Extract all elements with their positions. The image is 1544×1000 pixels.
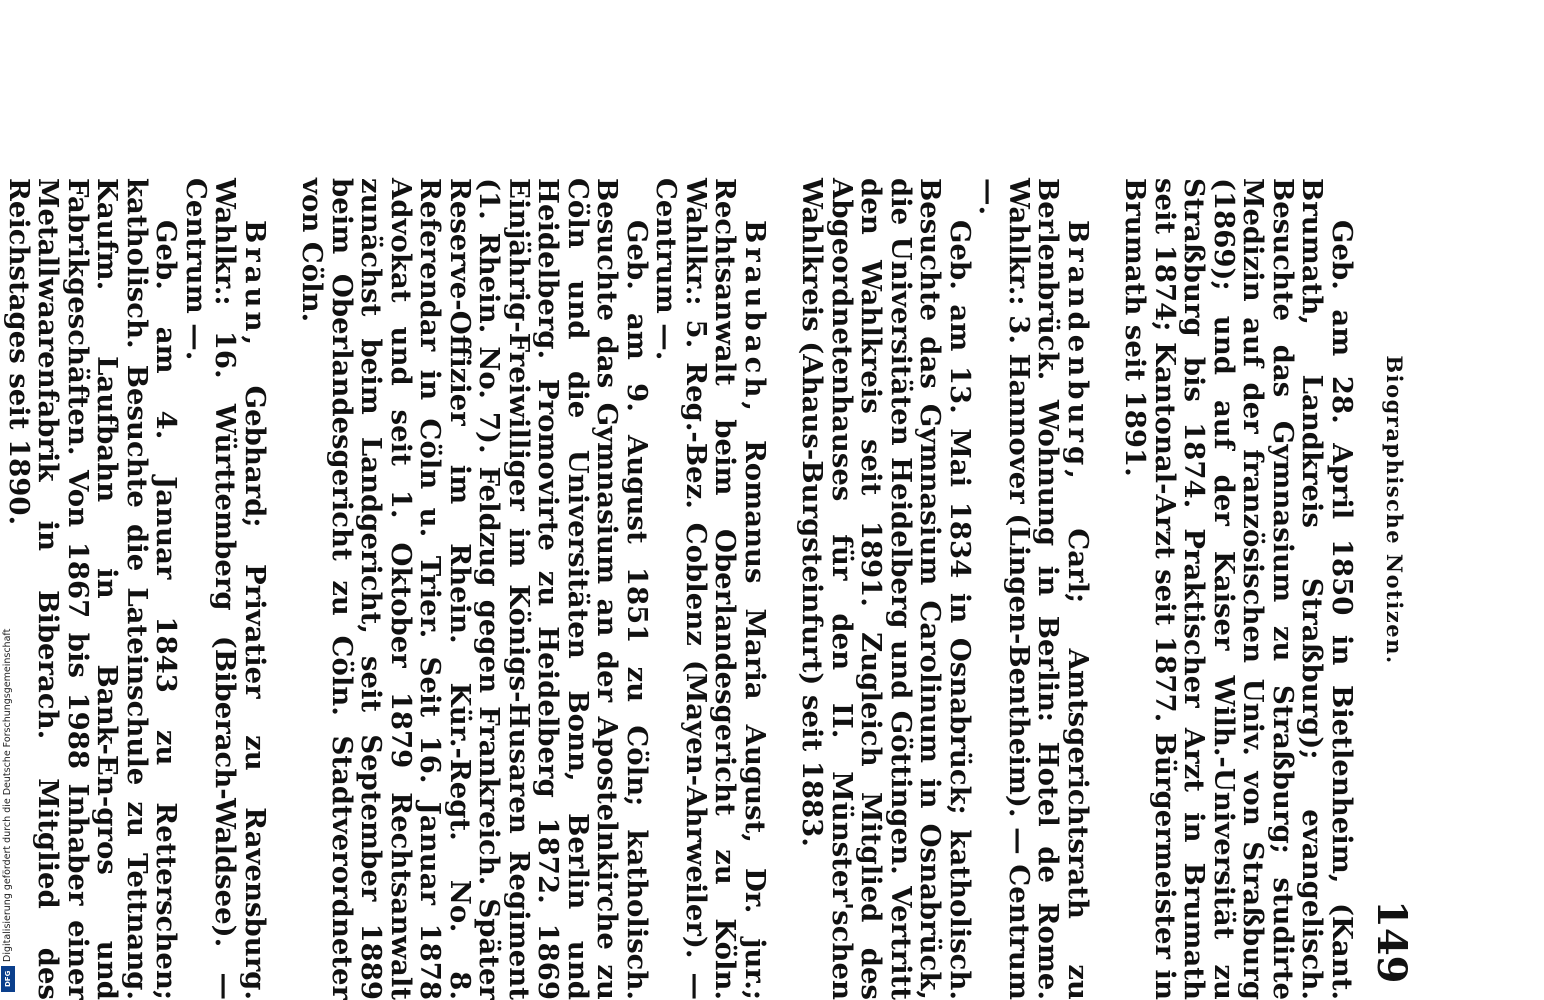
page-header <box>1368 0 1415 1000</box>
entry-heading-text: Gebhard; Privatier zu Ravensburg. Wahlkr.: 16. Württemberg (Biberach-Waldsee). — Centrum —. <box>180 178 271 1000</box>
dfg-logo-icon: DFG <box>1 966 15 992</box>
entry-paragraph: Geb. am 28. April 1850 in Bietlenheim, (Kant. Brumath, Landkreis Straßburg); evangelisch. Besuchte das Gymnasium zu Straßburg; studirte Medizin auf der französischen Univ. von Straßburg (1869); und auf der Kaiser Wilh.-Universität zu Straßburg bis 1874. Praktischer Arzt in Brumath seit 1874; Kantonal-Arzt seit 1877. Bürgermeister in Brumath seit 1891. <box>1119 178 1358 1000</box>
entry-name: Braun, <box>239 220 271 350</box>
entry-name: Braubach, <box>739 220 771 415</box>
entry-heading-text: Carl; Amtsgerichtsrath zu Berlenbrück. Wohnung in Berlin: Hotel de Rome. Wahlkr.: 3. Hannover (Lingen-Bentheim). — Centrum —. <box>973 178 1094 1000</box>
body-text <box>0 178 1356 1000</box>
entry-continuation <box>1120 178 1356 1000</box>
entry-braubach <box>297 178 769 1000</box>
entry-name: Brandenburg, <box>1062 220 1094 483</box>
running-title: Biographische Notizen. <box>1382 355 1407 665</box>
entry-braun <box>4 178 270 1000</box>
credit-text: Digitalisierung gefördert durch die Deutsche Forschungsgemeinschaft <box>2 628 13 962</box>
page-number: 149 <box>1368 900 1415 984</box>
digitization-credit <box>0 0 16 1000</box>
entry-heading <box>181 178 270 1000</box>
entry-heading <box>974 178 1092 1000</box>
entry-paragraph: Geb. am 13. Mai 1834 in Osnabrück; katholisch. Besuchte das Gymnasium Carolinum in Osnabrück, die Universitäten Heidelberg und Göttingen. Vertritt den Wahlkreis seit 1891. Zugleich Mitglied des Abgeordnetenhauses für den II. Münster'schen Wahlkreis (Ahaus-Burgsteinfurt) seit 1883. <box>796 178 976 1000</box>
entry-paragraph: Geb. am 4. Januar 1843 zu Retterschen; katholisch. Besuchte die Lateinschule zu Tettnang. Kaufm. Laufbahn in Bank-En-gros und Fabrikgeschäften. Von 1867 bis 1988 Inhaber einer Metallwaarenfabrik in Biberach. Mitglied des Reichstages seit 1890. <box>3 178 183 1000</box>
entry-heading-text: Romanus Maria August, Dr. jur.; Rechtsanwalt beim Oberlandesgericht zu Köln. Wahlkr.: 5. Reg.-Bez. Coblenz (Mayen-Ahrweiler). — Centrum —. <box>650 178 771 1000</box>
entry-paragraph: Geb. am 9. August 1851 zu Cöln; katholisch. Besuchte das Gymnasium an der Apostelnkirche zu Cöln und die Universitäten Bonn, Berlin und Heidelberg. Promovirte zu Heidelberg 1872. 1869 Einjährig-Freiwilliger im Königs-Husaren Regiment (1. Rhein. No. 7). Feldzug gegen Frankreich. Später Reserve-Offizier im Rhein. Kür.-Regt. No. 8. Referendar in Cöln u. Trier. Seit 16. Januar 1878 Advokat und seit 1. Oktober 1879 Rechtsanwalt zunächst beim Landgericht, seit September 1889 beim Oberlandesgericht zu Cöln. Stadtverordneter von Cöln. <box>296 178 653 1000</box>
entry-brandenburg <box>797 178 1092 1000</box>
entry-heading <box>651 178 769 1000</box>
